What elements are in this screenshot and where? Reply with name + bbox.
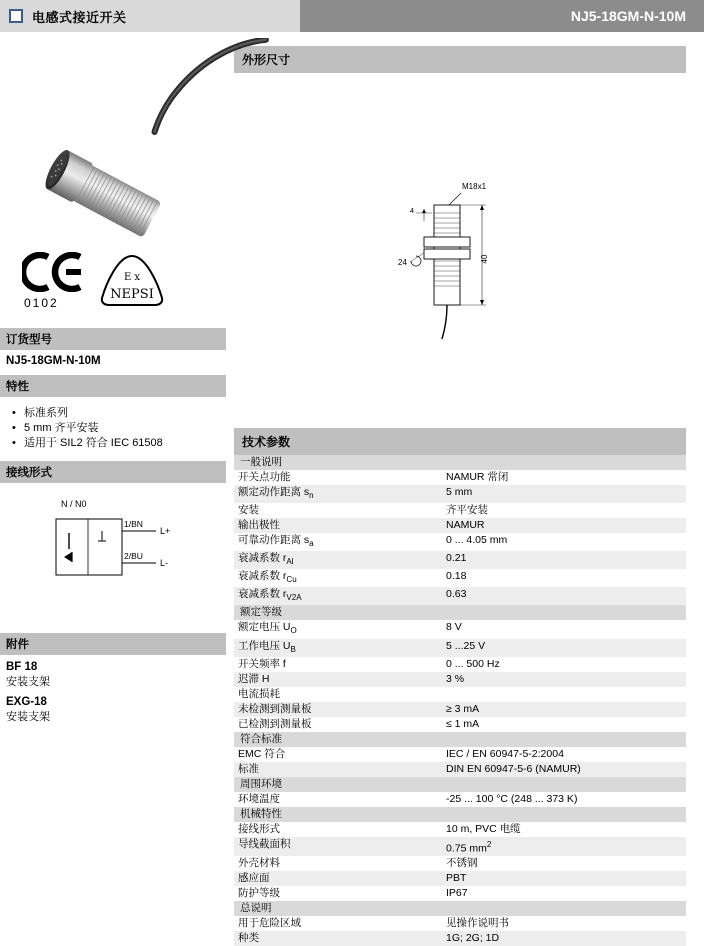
tech-param-name: 输出极性 xyxy=(234,518,442,533)
table-row xyxy=(234,470,686,485)
features-heading: 特性 xyxy=(0,375,226,397)
wiring-terminal-1-label: 1/BN xyxy=(124,519,143,529)
table-row xyxy=(234,916,686,931)
table-row xyxy=(234,518,686,533)
tech-param-name: 环境温度 xyxy=(238,792,280,805)
svg-text:24: 24 xyxy=(398,258,407,267)
tech-param-value: 0.18 xyxy=(446,570,467,583)
table-row xyxy=(234,837,686,857)
tech-group-label: 总说明 xyxy=(234,901,686,916)
table-row xyxy=(234,687,686,702)
sensor-body-illustration xyxy=(32,146,182,246)
tech-param-value: ≥ 3 mA xyxy=(442,702,686,717)
table-row xyxy=(234,702,686,717)
wiring-terminal-2-label: 2/BU xyxy=(124,551,143,561)
tech-param-name: EMC 符合 xyxy=(238,747,286,760)
tech-group-row xyxy=(234,901,686,916)
certification-marks xyxy=(14,248,226,328)
svg-text:NEPSI: NEPSI xyxy=(110,287,154,302)
tech-group-label: 周围环境 xyxy=(234,777,686,792)
ce-number: 0102 xyxy=(24,296,59,310)
left-column xyxy=(0,32,226,946)
svg-text:40: 40 xyxy=(480,254,489,264)
tech-param-value: 10 m, PVC 电缆 xyxy=(446,822,521,835)
tech-param-value: DIN EN 60947-5-6 (NAMUR) xyxy=(442,762,686,777)
tech-param-value: 5 ...25 V xyxy=(442,639,686,657)
tech-group-row xyxy=(234,807,686,822)
product-photo xyxy=(10,38,226,248)
accessory-desc: 安装支架 xyxy=(6,711,50,723)
tech-param-value: 0.21 xyxy=(442,551,686,569)
tech-params-heading: 技术参数 xyxy=(234,428,686,455)
right-column xyxy=(226,32,704,946)
tech-group-label: 一般说明 xyxy=(234,455,686,470)
tech-param-name: 用于危险区域 xyxy=(238,917,301,930)
wiring-schematic-icon xyxy=(6,483,206,633)
table-row xyxy=(234,856,686,871)
tech-params-table xyxy=(234,455,686,946)
tech-param-value: IEC / EN 60947-5-2:2004 xyxy=(446,747,564,760)
table-row xyxy=(234,931,686,946)
features-block xyxy=(0,397,226,461)
tech-group-row xyxy=(234,605,686,620)
tech-param-value: 齐平安装 xyxy=(446,504,488,517)
tech-param-name: 额定电压 $U_O$ xyxy=(238,621,297,636)
tech-param-value: 8 V xyxy=(446,621,462,634)
tech-param-value xyxy=(442,687,686,702)
tech-param-name: 衰减系数 $r_{Cu}$ xyxy=(238,570,297,585)
accessory-desc: 安装支架 xyxy=(6,676,50,688)
accessories-heading: 附件 xyxy=(0,633,226,655)
tech-param-value: 见操作说明书 xyxy=(446,917,509,930)
tech-param-name: 感应面 xyxy=(234,871,442,886)
tech-param-value: 0 ... 500 Hz xyxy=(446,657,500,670)
ce-mark-icon xyxy=(22,252,84,292)
ex-nepsi-mark-icon xyxy=(92,250,172,312)
table-row xyxy=(234,485,686,503)
list-item: • 标准系列 xyxy=(22,406,220,421)
tech-param-value: 0 ... 4.05 mm xyxy=(446,534,508,547)
dimension-schematic-icon xyxy=(354,173,654,353)
page-header xyxy=(0,0,704,32)
wiring-diagram xyxy=(6,483,226,633)
wiring-type-label: N / N0 xyxy=(61,499,87,509)
accessory-name: BF 18 xyxy=(6,661,38,673)
dimensions-heading: 外形尺寸 xyxy=(234,46,686,73)
table-row xyxy=(234,657,686,672)
table-row xyxy=(234,503,686,518)
tech-param-value: 3 % xyxy=(442,672,686,687)
tech-param-name: 衰减系数 $r_{V2A}$ xyxy=(234,587,442,605)
tech-group-label: 机械特性 xyxy=(234,807,686,822)
table-row xyxy=(234,620,686,638)
tech-param-name: 迟滞 H xyxy=(234,672,442,687)
table-row xyxy=(234,717,686,732)
square-logo-icon xyxy=(9,9,23,23)
tech-param-value: 0.75 $mm^2$ xyxy=(442,837,686,857)
tech-param-value: 0.63 xyxy=(442,587,686,605)
page-title: 电感式接近开关 xyxy=(32,9,127,25)
table-row xyxy=(234,587,686,605)
tech-param-name: 可靠动作距离 $s_a$ xyxy=(238,534,314,549)
order-code-value: NJ5-18GM-N-10M xyxy=(6,355,101,367)
model-banner: NJ5-18GM-N-10M xyxy=(300,0,704,32)
table-row xyxy=(234,569,686,587)
table-row xyxy=(234,551,686,569)
list-item: • 适用于 SIL2 符合 IEC 61508 xyxy=(22,436,220,451)
tech-param-name: 接线形式 xyxy=(238,822,280,835)
tech-param-name: 衰减系数 $r_{Al}$ xyxy=(234,551,442,569)
dimension-drawing xyxy=(234,73,686,428)
tech-group-row xyxy=(234,777,686,792)
tech-group-row xyxy=(234,455,686,470)
tech-param-name: 额定动作距离 $s_n$ xyxy=(234,485,442,503)
tech-param-name: 外壳材料 xyxy=(238,857,280,870)
wiring-positive-label: L+ xyxy=(160,526,171,536)
table-row xyxy=(234,639,686,657)
table-row xyxy=(234,792,686,807)
tech-param-name: 开关点功能 xyxy=(238,471,291,483)
wiring-heading: 接线形式 xyxy=(0,461,226,483)
tech-param-name: 已检测到测量板 xyxy=(238,717,312,730)
tech-param-value: 不锈钢 xyxy=(446,857,478,870)
table-row xyxy=(234,762,686,777)
svg-text:M18x1: M18x1 xyxy=(462,182,487,191)
tech-param-name: 安装 xyxy=(238,504,259,517)
order-code-block xyxy=(0,350,226,375)
svg-text:4: 4 xyxy=(409,206,414,215)
table-row xyxy=(234,672,686,687)
tech-group-row xyxy=(234,732,686,747)
tech-param-name: 未检测到测量板 xyxy=(234,702,442,717)
features-list xyxy=(6,406,220,451)
accessory-name: EXG-18 xyxy=(6,696,47,708)
tech-param-value: ≤ 1 mA xyxy=(446,717,480,730)
accessory-item xyxy=(0,695,226,730)
tech-param-name: 防护等级 xyxy=(238,887,280,900)
table-row xyxy=(234,747,686,762)
tech-param-name: 开关频率 f xyxy=(238,657,286,670)
tech-param-value: 5 mm xyxy=(442,485,686,503)
tech-param-value: IP67 xyxy=(446,887,468,900)
tech-param-value: -25 ... 100 °C (248 ... 373 K) xyxy=(446,792,578,805)
table-row xyxy=(234,886,686,901)
svg-text:E x: E x xyxy=(123,272,141,283)
tech-group-label: 额定等级 xyxy=(234,605,686,620)
tech-param-value: 1G; 2G; 1D xyxy=(442,931,686,946)
tech-param-name: 电流损耗 xyxy=(238,687,280,700)
tech-param-value: NAMUR xyxy=(442,518,686,533)
tech-param-value: PBT xyxy=(442,871,686,886)
tech-param-name: 种类 xyxy=(234,931,442,946)
tech-param-name: 导线截面积 xyxy=(234,837,442,857)
tech-param-value: NAMUR 常闭 xyxy=(446,471,509,483)
wiring-negative-label: L- xyxy=(160,558,169,568)
tech-group-label: 符合标准 xyxy=(234,732,686,747)
order-code-heading: 订货型号 xyxy=(0,328,226,350)
tech-param-name: 标准 xyxy=(234,762,442,777)
table-row xyxy=(234,533,686,551)
list-item: • 5 mm 齐平安装 xyxy=(22,421,220,436)
tech-param-name: 工作电压 $U_B$ xyxy=(234,639,442,657)
table-row xyxy=(234,871,686,886)
table-row xyxy=(234,822,686,837)
accessory-item xyxy=(0,655,226,695)
page-body xyxy=(0,32,704,946)
